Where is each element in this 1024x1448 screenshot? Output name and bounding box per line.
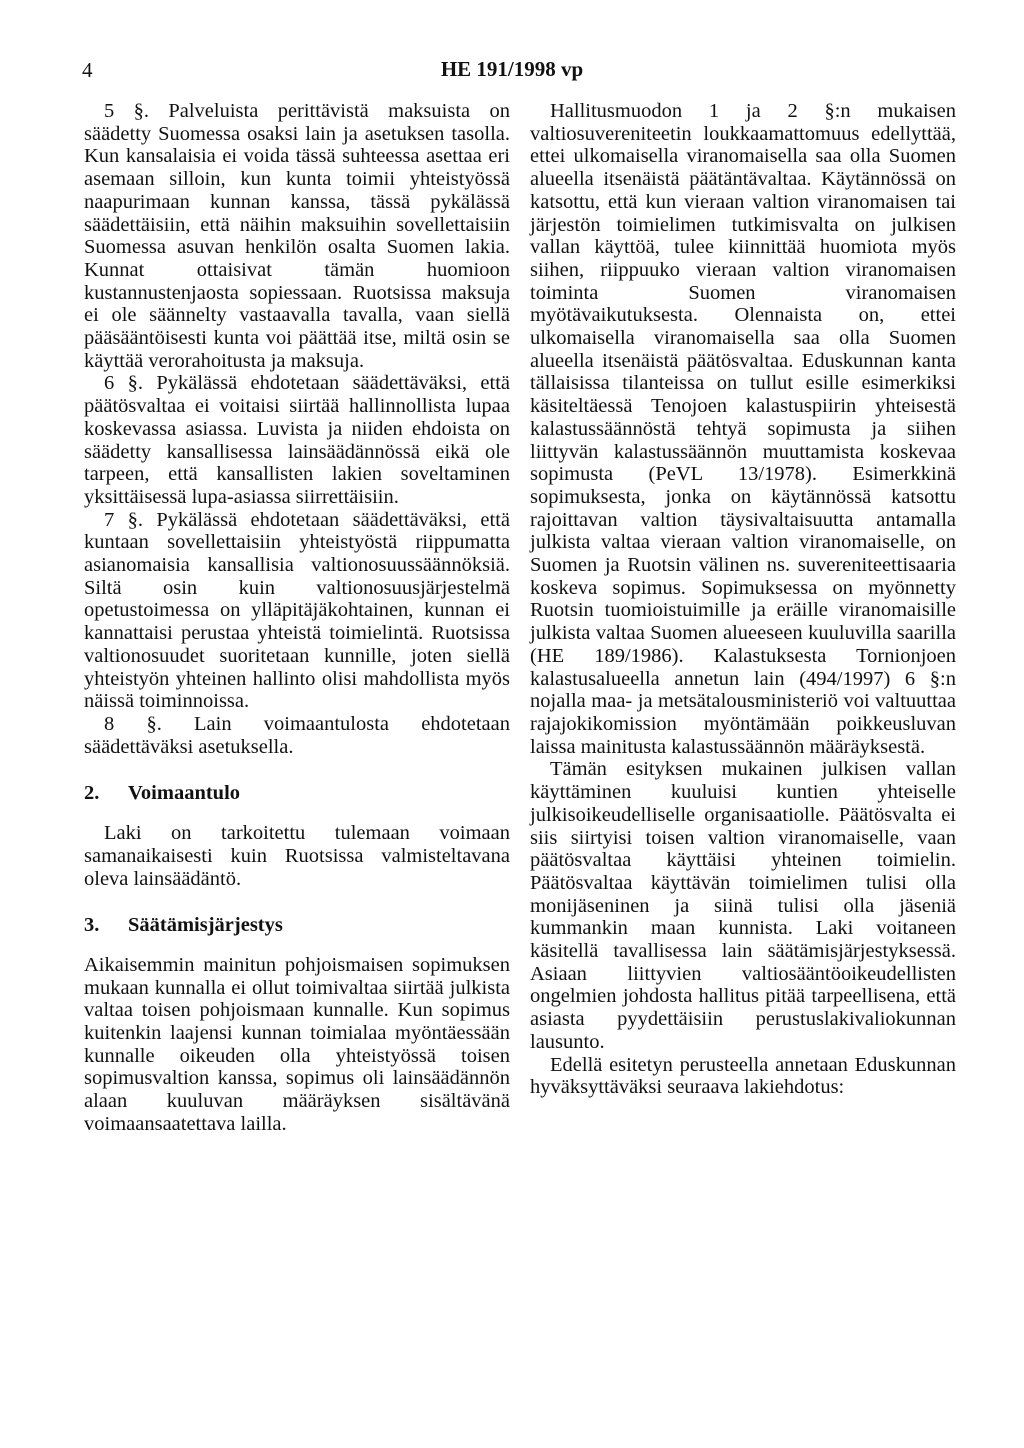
paragraph-7-section: 7 §. Pykälässä ehdotetaan säädettäväksi, että kuntaan sovellettaisiin yhteistyöstä riippumatta asianomaisia kansallisia valtionosuussäännöksiä. Siltä osin kuin valtionosuusjärjestelmä opetustoimessa on ylläpitäjäkohtainen, kunnan ei kannattaisi perustaa yhteistä toimielintä. Ruotsissa valtionosuudet suoritetaan kunnille, joten siellä yhteistyön yhteinen hallinto olisi mahdollista myös näissä toiminnoissa.	[84, 508, 510, 713]
section-number: 2.	[84, 782, 100, 805]
paragraph-lakiehdotus: Edellä esitetyn perusteella annetaan Eduskunnan hyväksyttäväksi seuraava lakiehdotus:	[530, 1053, 956, 1099]
paragraph-6-section: 6 §. Pykälässä ehdotetaan säädettäväksi, että päätösvaltaa ei voitaisi siirtää hallinnollista lupaa koskevassa asiassa. Luvista ja niiden ehdoista on säädetty kansallisessa lainsäädännössä eikä ole tarpeen, että kansallisten lakien soveltaminen yksittäisessä lupa-asiassa siirrettäisiin.	[84, 372, 510, 508]
paragraph-voimaantulo: Laki on tarkoitettu tulemaan voimaan samanaikaisesti kuin Ruotsissa valmisteltavana oleva lainsäädäntö.	[84, 822, 510, 890]
paragraph-julkinen-valta: Tämän esityksen mukainen julkisen vallan käyttäminen kuuluisi kuntien yhteiselle julkisoikeudelliselle organisaatiolle. Päätösvalta ei siis siirtyisi toisen valtion viranomaiselle, vaan päätösvaltaa käyttäisi yhteinen toimielin. Päätösvaltaa käyttävän toimielimen tulisi olla monijäseninen ja siinä tulisi olla jäseniä kummankin maan kunnista. Laki voitaneen käsitellä tavallisessa lain säätämisjärjestyksessä. Asiaan liittyvien valtiosääntöoikeudellisten ongelmien johdosta hallitus pitää tarpeellisena, että asiasta pyydettäisiin perustuslakivaliokunnan lausunto.	[530, 758, 956, 1053]
left-column	[84, 100, 510, 1136]
section-number: 3.	[84, 914, 100, 937]
running-title: HE 191/1998 vp	[440, 57, 584, 81]
paragraph-5-section: 5 §. Palveluista perittävistä maksuista on säädetty Suomessa osaksi lain ja asetuksen tasolla. Kun kansalaisia ei voida tässä suhteessa asettaa eri asemaan silloin, kun kunta toimii yhteistyössä naapurimaan kunnan kanssa, tässä pykälässä säädettäisiin, että näihin maksuihin sovellettaisiin Suomessa asuvan henkilön osalta Suomen lakia. Kunnat ottaisivat tämän huomioon kustannustenjaosta sopiessaan. Ruotsissa maksuja ei ole säännelty vastaavalla tavalla, vaan siellä pääsääntöisesti kunta voi päättää itse, miltä osin se käyttää verorahoitusta ja maksuja.	[84, 100, 510, 372]
paragraph-8-section: 8 §. Lain voimaantulosta ehdotetaan säädettäväksi asetuksella.	[84, 712, 510, 758]
section-title: Säätämisjärjestys	[128, 914, 283, 937]
section-title: Voimaantulo	[128, 782, 241, 805]
paragraph-saatamisjarjestys: Aikaisemmin mainitun pohjoismaisen sopimuksen mukaan kunnalla ei ollut toimivaltaa siirtää julkista valtaa toisen pohjoismaan kunnalle. Kun sopimus kuitenkin laajensi kunnan toimialaa myöntäessään kunnalle oikeuden olla yhteistyössä toisen sopimusvaltion kanssa, sopimus oli lainsäädännön alaan kuuluvan määräyksen sisältävänä voimaansaatettava lailla.	[84, 953, 510, 1135]
paragraph-hallitusmuoto: Hallitusmuodon 1 ja 2 §:n mukaisen valtiosuvereniteetin loukkaamattomuus edellyttää, ettei ulkomaisella viranomaisella saa olla Suomen alueella itsenäistä päätäntävaltaa. Käytännössä on katsottu, että kun vieraan valtion viranomaisen tai järjestön toimielimen tutkimisvalta on julkisen vallan käyttöä, tulee kiinnittää huomiota myös siihen, riippuuko vieraan valtion viranomaisen toiminta Suomen viranomaisen myötävaikutuksesta. Olennaista on, ettei ulkomaisella viranomaisella saa olla Suomen alueella itsenäistä päätösvaltaa. Eduskunnan kanta tällaisissa tilanteissa on tullut esille esimerkiksi käsiteltäessä Tenojoen kalastuspiirin yhteisestä kalastussäännöstä tehtyä sopimusta ja siihen liittyvän kalastussäännön muuttamista koskevaa sopimusta (PeVL 13/1978). Esimerkkinä sopimuksesta, jonka on käytännössä katsottu rajoittavan valtion täysivaltaisuutta antamalla julkista valtaa vieraan valtion viranomaiselle, on Suomen ja Ruotsin välinen ns. suvereniteettisaaria koskeva sopimus. Sopimuksessa on myönnetty Ruotsin tuomioistuimille ja eräille viranomaisille julkista valtaa Suomen alueeseen kuuluvilla saarilla (HE 189/1986). Kalastuksesta Tornionjoen kalastusalueella annetun lain (494/1997) 6 §:n nojalla maa- ja metsätalousministeriö voi valtuuttaa rajajokikomission myöntämään poikkeusluvan laissa mainitusta kalastussäännön määräyksestä.	[530, 100, 956, 758]
section-heading-saatamisjarjestys	[84, 914, 510, 937]
section-heading-voimaantulo	[84, 782, 510, 805]
right-column	[530, 100, 956, 1099]
page-number: 4	[82, 58, 93, 82]
